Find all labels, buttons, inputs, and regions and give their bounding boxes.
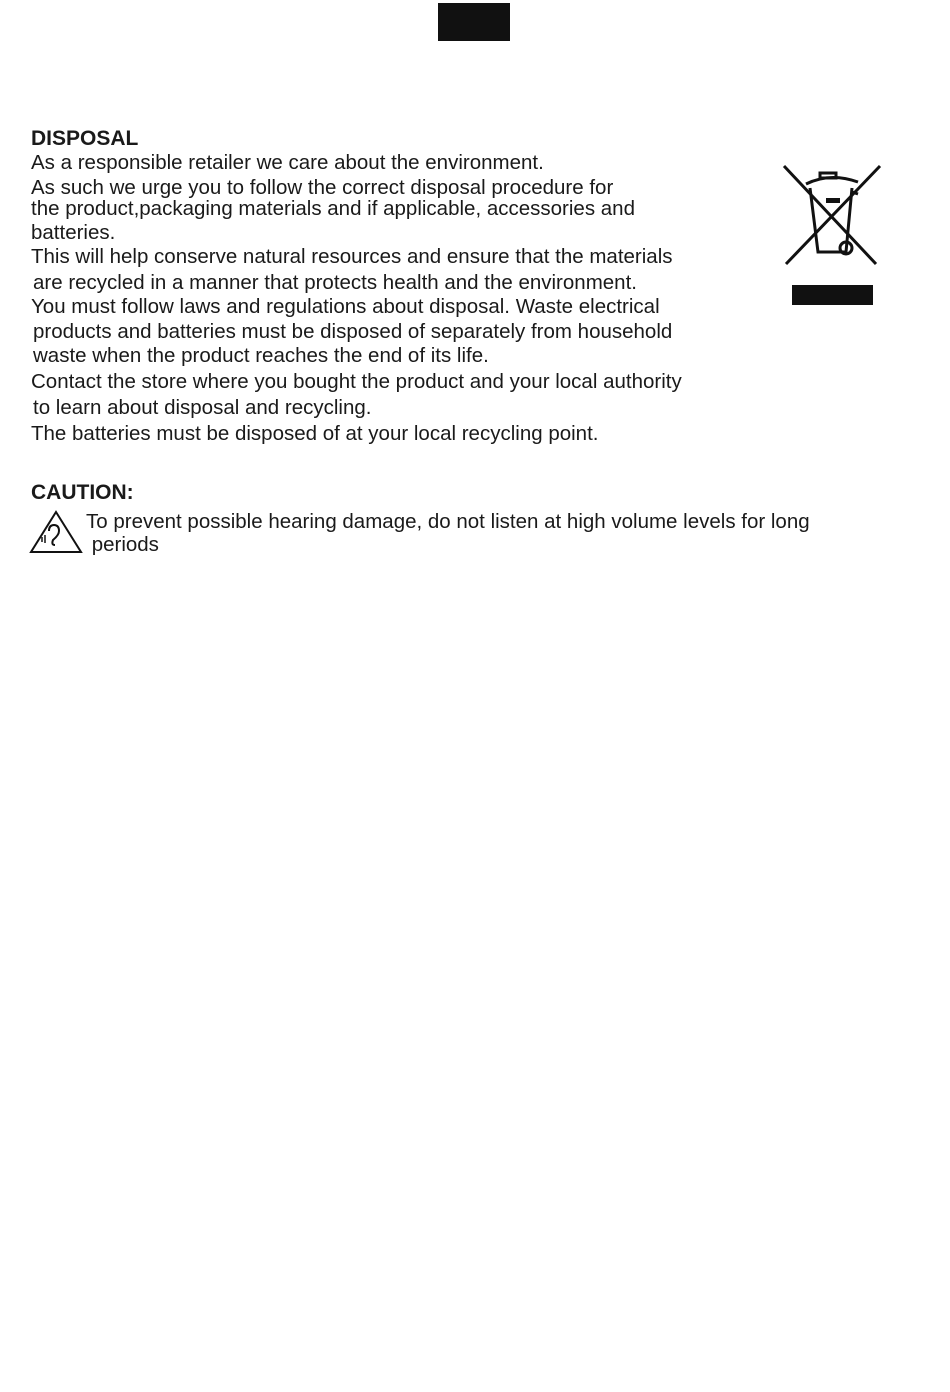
disposal-heading: DISPOSAL: [31, 127, 139, 150]
disposal-line: This will help conserve natural resources and ensure that the materials: [31, 245, 673, 268]
hearing-warning-icon: [29, 509, 83, 555]
disposal-line: As a responsible retailer we care about the environment.: [31, 151, 544, 174]
disposal-line: You must follow laws and regulations about disposal. Waste electrical: [31, 295, 660, 318]
disposal-line: the product,packaging materials and if applicable, accessories and: [31, 197, 635, 220]
crossed-out-wheelie-bin-icon: [780, 160, 890, 310]
disposal-line: products and batteries must be disposed of separately from household: [33, 320, 673, 343]
disposal-line: waste when the product reaches the end of its life.: [33, 344, 489, 367]
disposal-line: Contact the store where you bought the product and your local authority: [31, 370, 682, 393]
disposal-line: batteries.: [31, 221, 116, 244]
disposal-line: The batteries must be disposed of at your local recycling point.: [31, 422, 599, 445]
caution-line: periods: [86, 533, 159, 556]
caution-heading: CAUTION:: [31, 481, 134, 504]
disposal-line: to learn about disposal and recycling.: [33, 396, 372, 419]
disposal-line: As such we urge you to follow the correct disposal procedure for: [31, 176, 614, 199]
page-header-block: [438, 3, 510, 41]
caution-line: To prevent possible hearing damage, do not listen at high volume levels for long: [86, 510, 810, 533]
disposal-line: are recycled in a manner that protects health and the environment.: [33, 271, 637, 294]
